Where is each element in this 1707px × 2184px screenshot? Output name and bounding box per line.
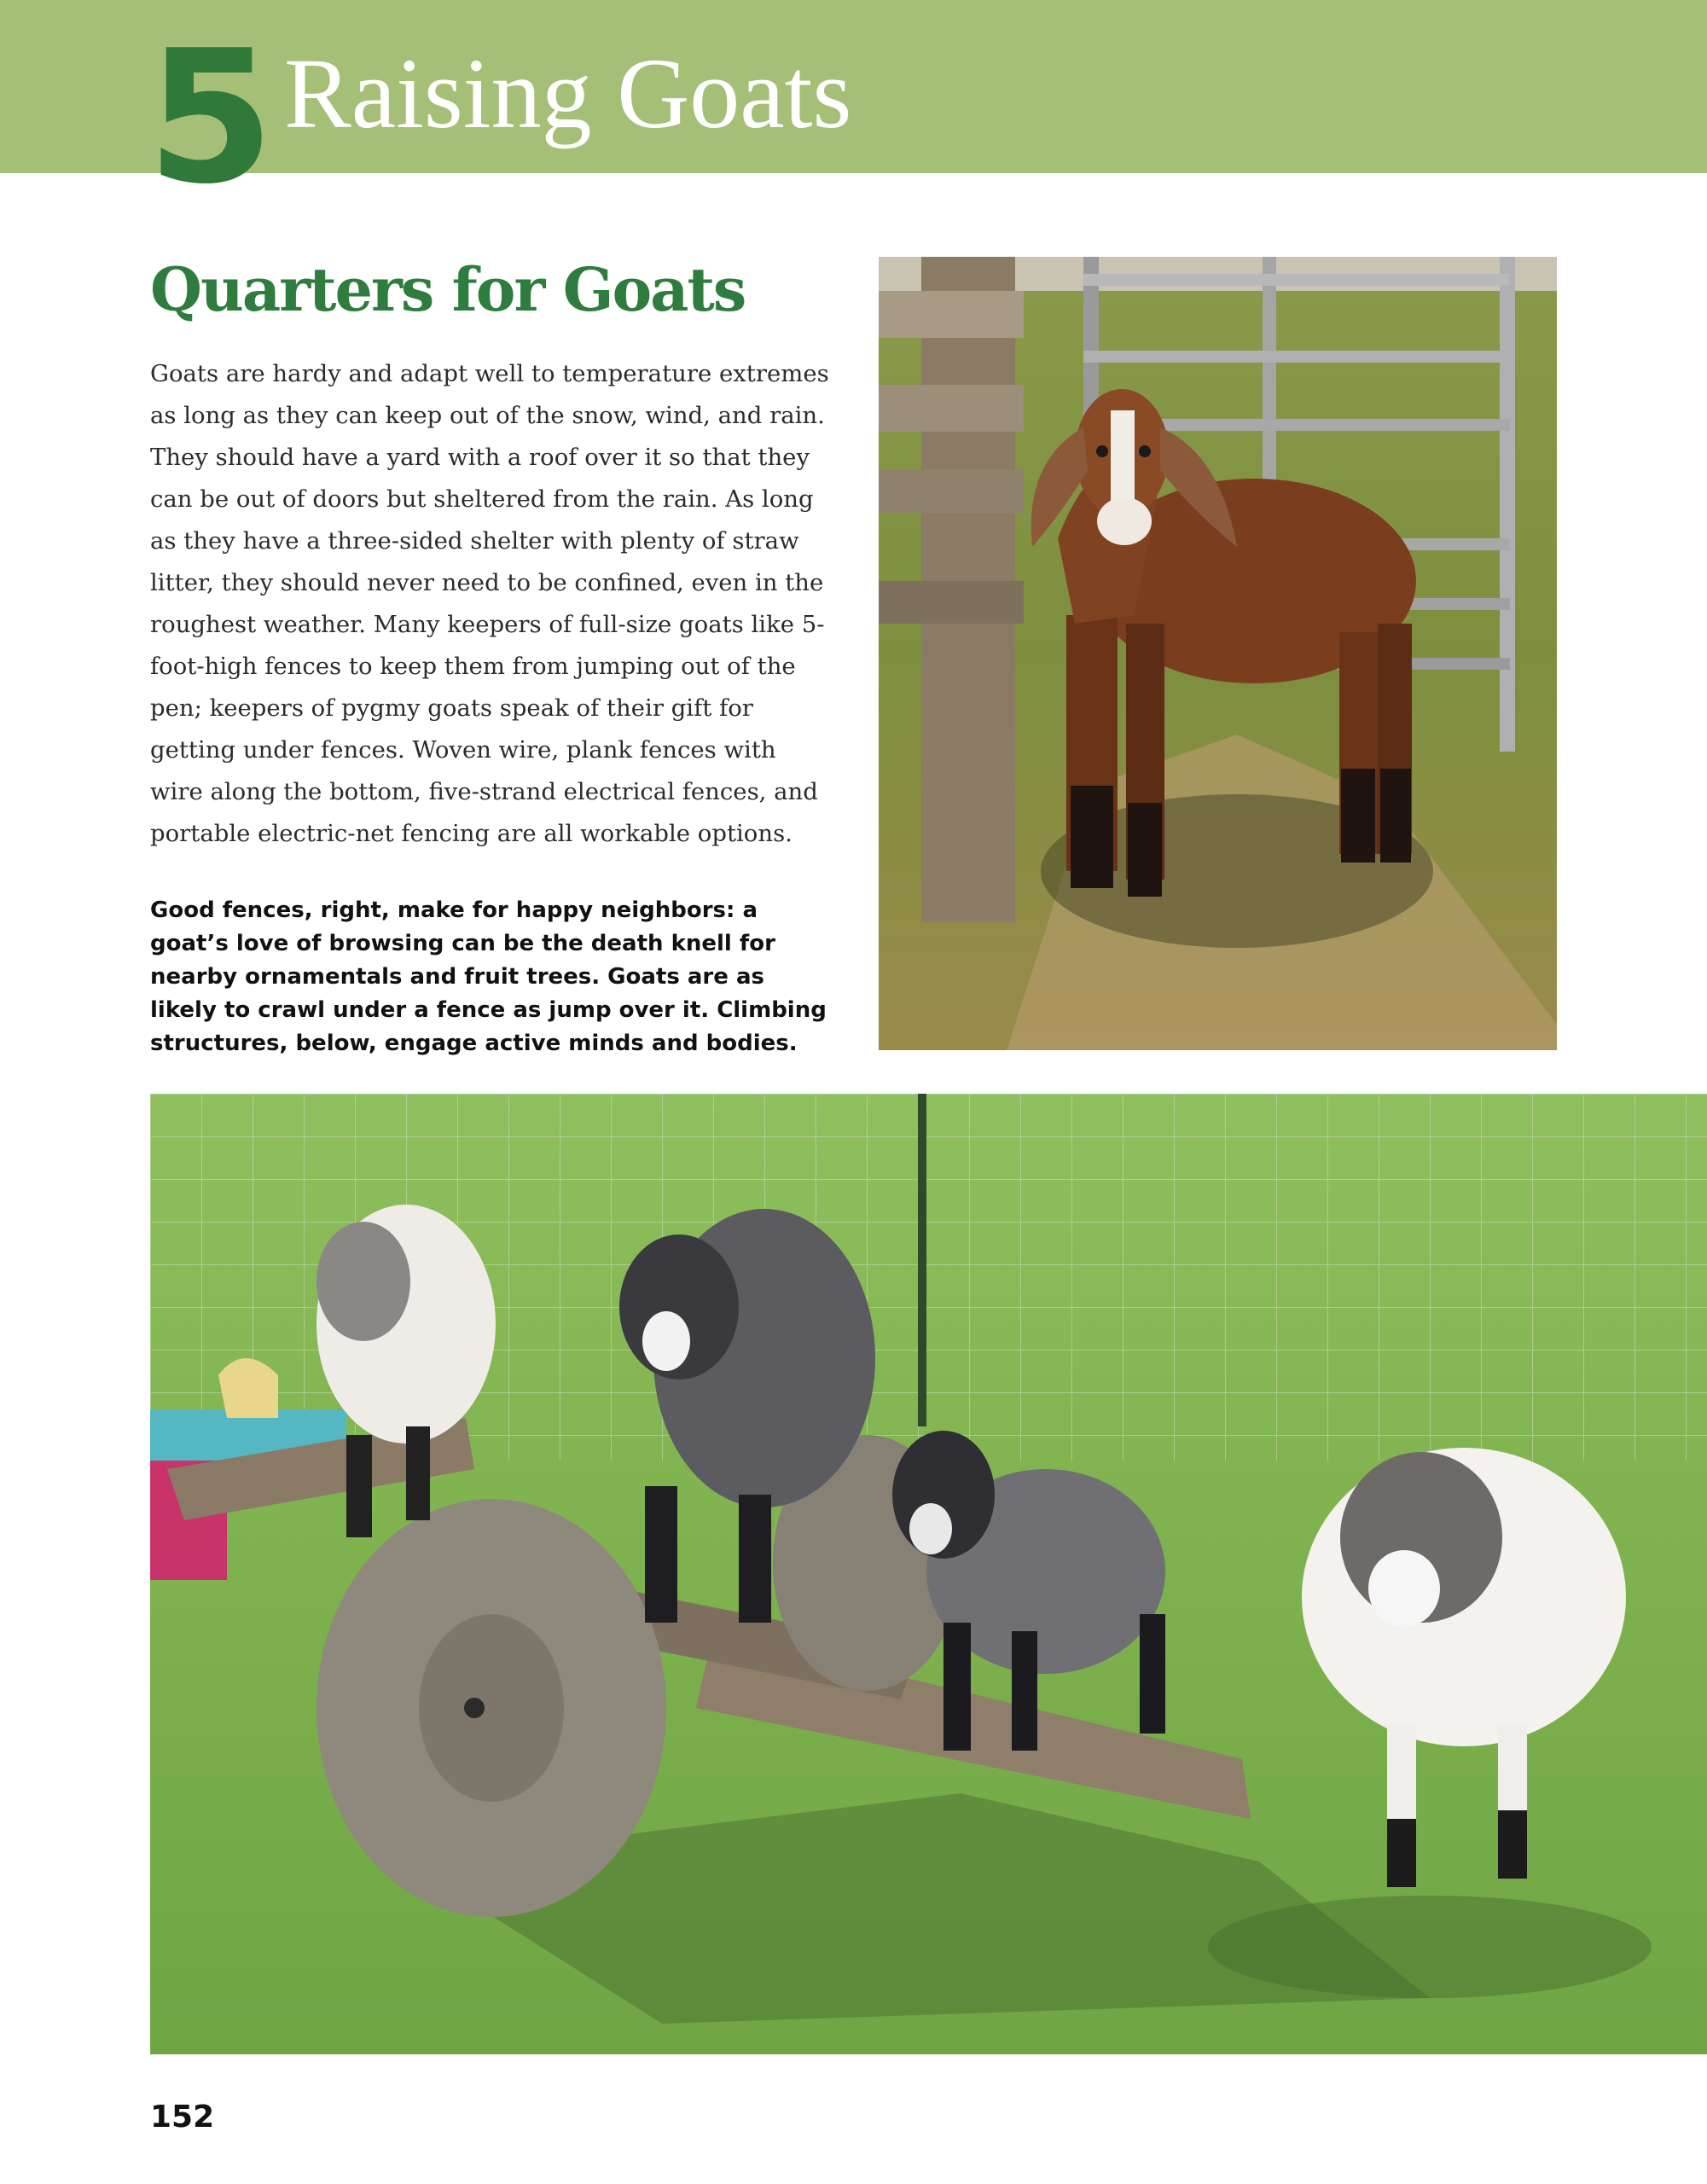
body-paragraph: Goats are hardy and adapt well to temperature extremes as long as they can keep out of the snow, wind, and rain. They should have a yard with a roof over it so that they can be out of doors but sheltered from the rain. As long as they have a three-sided shelter with plenty of straw litter, they should never need to be confined, even in the roughest weather. Many keepers of full-size goats like 5-foot-high fences to keep them from jumping out of the pen; keepers of pygmy goats speak of their gift for getting under fences. Woven wire, plank fences with wire along the bottom, five-strand electrical fences, and portable electric-net fencing are all workable options. xyxy=(150,360,829,847)
goat-in-pen-photo xyxy=(879,257,1557,1050)
chapter-number: 5 xyxy=(147,10,270,224)
section-heading: Quarters for Goats xyxy=(150,254,746,325)
photo-caption: Good fences, right, make for happy neighbors: a goat’s love of browsing can be the death knell for nearby ornamentals and fruit trees. Goats are as likely to crawl under a fence as jump over it. Climbing structures, below, engage active minds and bodies. xyxy=(150,897,827,1056)
chapter-title: Raising Goats xyxy=(284,38,852,149)
goats-on-climbing-structure-photo xyxy=(150,1094,1707,2054)
page-number: 152 xyxy=(150,2100,215,2135)
